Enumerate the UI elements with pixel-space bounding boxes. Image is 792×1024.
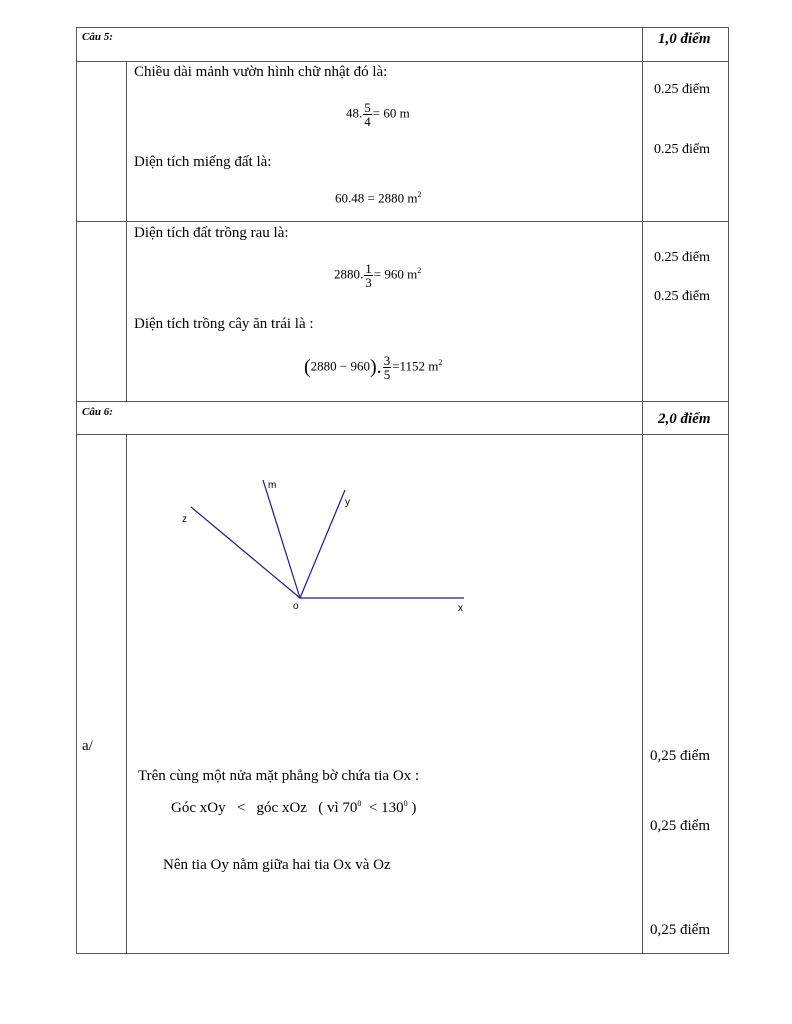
table-divider-label-q6 xyxy=(126,434,127,954)
degree-exponent: 0 xyxy=(357,799,362,808)
table-border-bottom xyxy=(76,953,729,954)
ray-oz xyxy=(191,507,300,598)
fraction-denominator: 3 xyxy=(365,275,372,290)
fraction-denominator: 4 xyxy=(364,114,371,129)
table-divider-score xyxy=(642,27,643,954)
formula-term: 2880 − 960 xyxy=(310,358,371,374)
angle-diagram xyxy=(170,470,500,630)
table-line-q5-header xyxy=(76,61,729,62)
q6-score2: 0,25 điểm xyxy=(650,818,710,834)
q5-row1-line2: Diện tích miếng đất là: xyxy=(134,154,272,170)
fraction xyxy=(363,101,372,128)
label-z: z xyxy=(182,514,187,525)
degree-exponent: 0 xyxy=(403,799,408,808)
q5-row2-formula2 xyxy=(304,354,442,381)
close-paren: ). xyxy=(370,356,382,378)
less-than: < xyxy=(236,800,246,816)
exponent: 2 xyxy=(417,190,422,199)
table-line-q6-header xyxy=(76,434,729,435)
angle-xoy: Góc xOy xyxy=(171,800,226,816)
table-border-right xyxy=(728,27,729,954)
q6-line3: Nên tia Oy nằm giữa hai tia Ox và Oz xyxy=(163,857,391,873)
q6-line1: Trên cùng một nửa mặt phẳng bờ chứa tia Ox : xyxy=(138,768,420,784)
formula-result: =1152 m xyxy=(392,358,439,374)
label-m: m xyxy=(268,480,277,491)
open-paren: ( xyxy=(304,356,311,378)
table-border-left xyxy=(76,27,77,954)
table-border-top xyxy=(76,27,729,28)
q6-score3: 0,25 điểm xyxy=(650,922,710,938)
exponent: 2 xyxy=(438,358,443,368)
q5-header: Câu 5: xyxy=(82,31,113,43)
q6-score1: 0,25 điểm xyxy=(650,748,710,764)
ray-oy xyxy=(300,490,345,598)
q5-points: 1,0 điểm xyxy=(658,31,711,47)
fraction xyxy=(383,354,392,381)
table-line-q5-row1 xyxy=(76,221,729,222)
exponent: 2 xyxy=(417,266,422,276)
q6-line2 xyxy=(171,799,416,817)
table-line-q5-row2 xyxy=(76,401,729,402)
table-divider-label-q5 xyxy=(126,61,127,402)
q6-points: 2,0 điểm xyxy=(658,411,711,427)
formula-result: 60.48 = 2880 m xyxy=(335,190,418,206)
label-x: x xyxy=(458,603,463,614)
reason-compare: < 130 xyxy=(368,800,404,816)
q5-row2-formula1 xyxy=(334,262,421,289)
q5-row2-line1: Diện tích đất trồng rau là: xyxy=(134,225,289,241)
q6-header: Câu 6: xyxy=(82,406,113,418)
formula-result: = 960 m xyxy=(373,266,418,282)
q5-row2-score1: 0.25 điểm xyxy=(654,250,710,265)
q5-row2-line2: Diện tích trồng cây ăn trái là : xyxy=(134,316,314,332)
formula-term: 48. xyxy=(346,105,363,121)
q5-row1-score1: 0.25 điểm xyxy=(654,82,710,97)
q5-row1-score2: 0.25 điểm xyxy=(654,142,710,157)
q5-row1-formula2 xyxy=(335,190,421,206)
reason-close: ) xyxy=(411,800,417,816)
q5-row2-score2: 0.25 điểm xyxy=(654,289,710,304)
q5-row1-line1: Chiều dài mảnh vườn hình chữ nhật đó là: xyxy=(134,64,388,80)
fraction-denominator: 5 xyxy=(383,367,391,382)
fraction-numerator: 5 xyxy=(364,100,371,115)
ray-om xyxy=(263,480,300,598)
formula-result: = 60 m xyxy=(372,105,410,121)
fraction-numerator: 3 xyxy=(383,353,391,368)
formula-term: 2880. xyxy=(334,266,364,282)
fraction-numerator: 1 xyxy=(365,261,372,276)
angle-xoz: góc xOz xyxy=(256,800,307,816)
label-o: o xyxy=(293,601,299,612)
q5-row1-formula1 xyxy=(346,101,410,128)
q6-part-label: a/ xyxy=(82,738,93,754)
reason-open: ( vì 70 xyxy=(318,800,358,816)
label-y: y xyxy=(345,497,350,508)
fraction xyxy=(364,262,373,289)
